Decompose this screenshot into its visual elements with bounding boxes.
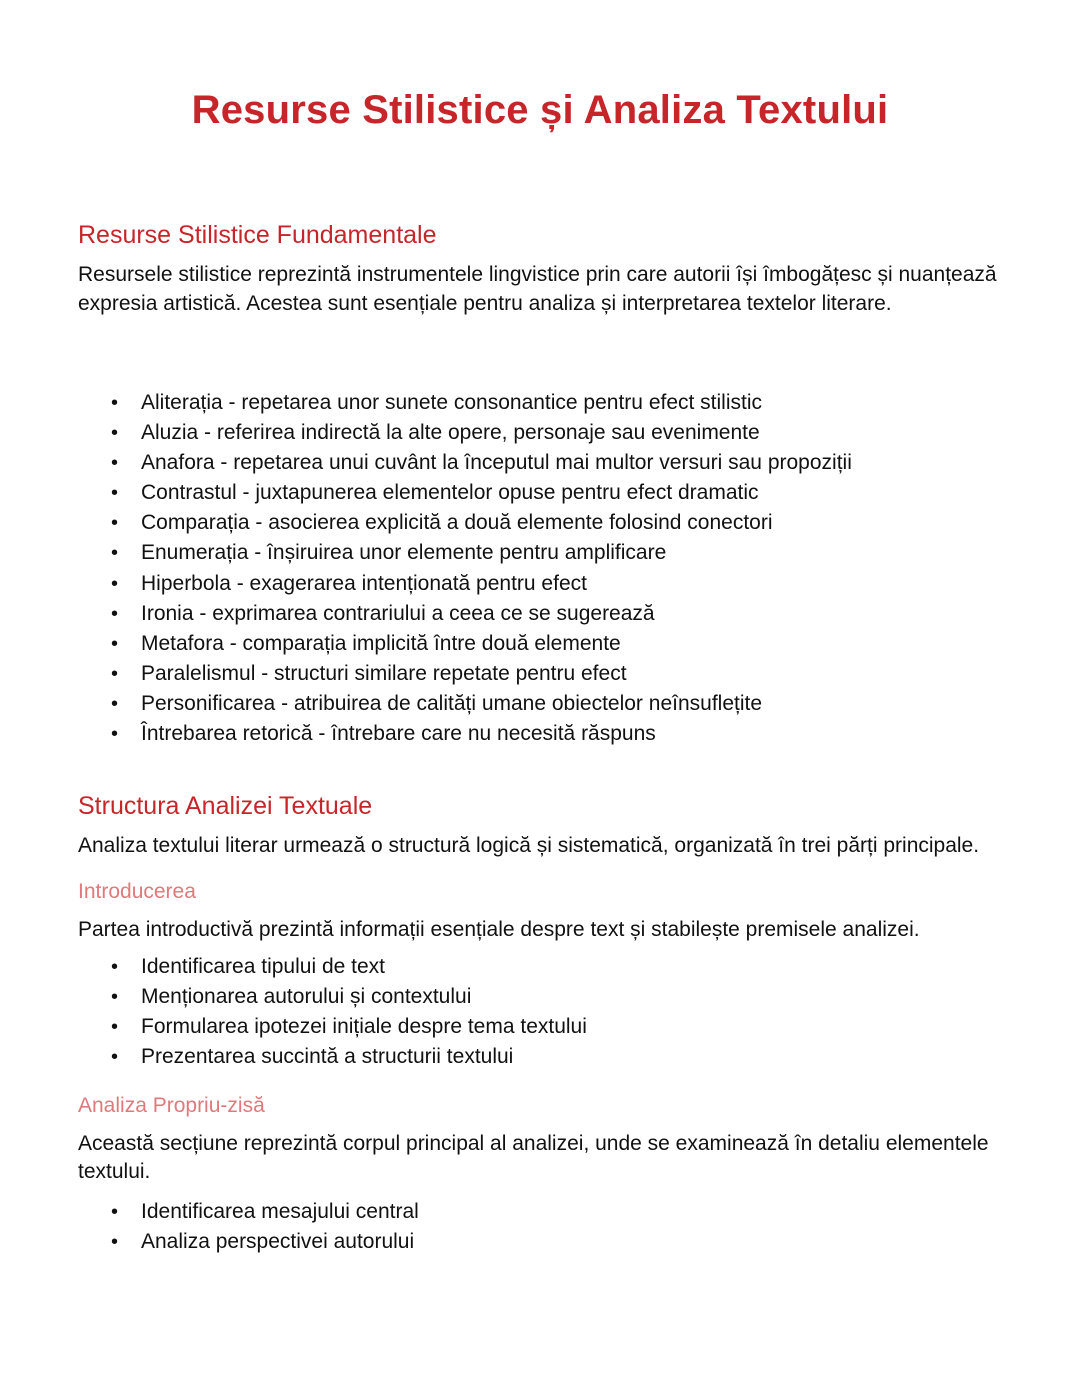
list-item: • Analiza perspectivei autorului [78,1227,1008,1257]
section-intro-stylistic-resources: Resursele stilistice reprezintă instrumentele lingvistice prin care autorii își îmbogățesc și nuanțează expresia artistică. Acestea sunt esențiale pentru analiza și interpretarea textelor literare. [78,263,997,315]
document-body [78,218,1008,1257]
list-item: • Identificarea tipului de text [78,952,1008,982]
subsection-heading-introduction: Introducerea [78,879,196,903]
list-item: • Aluzia - referirea indirectă la alte opere, personaje sau evenimente [78,418,1008,448]
list-item: • Personificarea - atribuirea de calități umane obiectelor neînsuflețite [78,689,1008,719]
list-item: • Enumerația - înșiruirea unor elemente pentru amplificare [78,538,1008,568]
list-item: • Menționarea autorului și contextului [78,982,1008,1012]
section-heading-text-analysis: Structura Analizei Textuale [78,792,373,821]
subsection-description-introduction: Partea introductivă prezintă informații esențiale despre text și stabilește premisele analizei. [78,917,920,941]
list-item: • Comparația - asocierea explicită a două elemente folosind conectori [78,508,1008,538]
subsection-description-main-analysis: Această secțiune reprezintă corpul principal al analizei, unde se examinează în detaliu elementele textului. [78,1131,989,1183]
document-title: Resurse Stilistice și Analiza Textului [191,88,889,132]
section-text-analysis-structure [78,789,1008,1257]
subsection-main-analysis [78,1091,1008,1257]
list-item: • Formularea ipotezei inițiale despre tema textului [78,1012,1008,1042]
list-item: • Contrastul - juxtapunerea elementelor opuse pentru efect dramatic [78,478,1008,508]
section-intro-text-analysis: Analiza textului literar urmează o structură logică și sistematică, organizată în trei părți principale. [78,834,980,858]
list-item: • Prezentarea succintă a structurii textului [78,1042,1008,1072]
subsection-introduction [78,877,1008,1073]
list-item: • Întrebarea retorică - întrebare care nu necesită răspuns [78,719,1008,749]
stylistic-devices-list [78,388,1008,749]
main-analysis-steps-list [78,1197,1008,1257]
list-item: • Ironia - exprimarea contrariului a ceea ce se sugerează [78,599,1008,629]
section-heading-stylistic-resources: Resurse Stilistice Fundamentale [78,221,437,249]
list-item: • Anafora - repetarea unui cuvânt la începutul mai multor versuri sau propoziții [78,448,1008,478]
list-item: • Identificarea mesajului central [78,1197,1008,1227]
list-item: • Paralelismul - structuri similare repetate pentru efect [78,659,1008,689]
list-item: • Aliterația - repetarea unor sunete consonantice pentru efect stilistic [78,388,1008,418]
list-item: • Metafora - comparația implicită între două elemente [78,629,1008,659]
introduction-steps-list [78,952,1008,1072]
subsection-heading-main-analysis: Analiza Propriu-zisă [78,1093,265,1117]
section-stylistic-resources [78,218,1008,749]
list-item: • Hiperbola - exagerarea intenționată pentru efect [78,569,1008,599]
